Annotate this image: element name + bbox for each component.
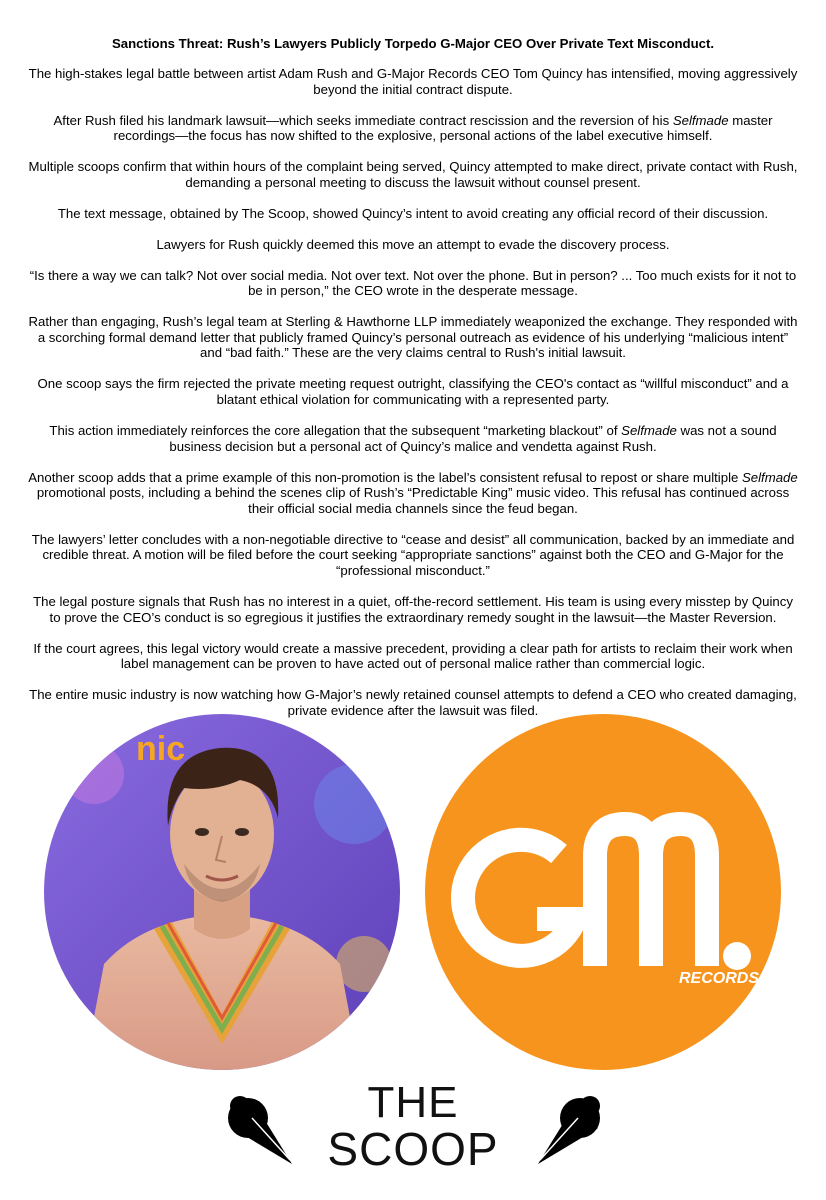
artist-photo [44, 714, 400, 1070]
article-body [28, 66, 798, 718]
brand-the: THE [367, 1078, 459, 1127]
paragraph-text: Multiple scoops confirm that within hours of the complaint being served, Quincy attempted to make direct, private contact with Rush, demanding a personal meeting to discuss the lawsuit without counsel present. [28, 159, 798, 190]
article-paragraph [28, 314, 798, 361]
article-paragraph [28, 113, 798, 144]
artist-photo-illustration [44, 714, 400, 1070]
ice-cream-cone-icon-left [228, 1096, 292, 1164]
article-paragraph [28, 206, 798, 222]
paragraph-text: If the court agrees, this legal victory would create a massive precedent, providing a clear path for artists to reclaim their work when label management can be proven to have acted out of personal malice rather than commercial logic. [33, 640, 793, 672]
paragraph-text: master recordings—the focus has now shifted to the explosive, personal actions of the label executive himself. [113, 112, 773, 144]
article-paragraph [28, 423, 798, 454]
article-paragraph [28, 237, 798, 253]
paragraph-text: The entire music industry is now watching how G-Major’s newly retained counsel attempts to defend a CEO who created damaging, private evidence after the lawsuit was filed. [29, 687, 797, 718]
paragraph-text: After Rush filed his landmark lawsuit—which seeks immediate contract rescission and the reversion of his [53, 112, 673, 128]
article-paragraph [28, 159, 798, 190]
paragraph-text: “Is there a way we can talk? Not over social media. Not over text. Not over the phone. But in person? ... Too much exists for it not to be in person,” the CEO wrote in the desperate message. [29, 267, 797, 299]
paragraph-text: The lawyers’ letter concludes with a non-negotiable directive to “cease and desist” all communication, backed by an immediate and credible threat. A motion will be filed before the court seeking “appropriate sanctions” against both the CEO and G-Major for the “professional misconduct.” [31, 531, 795, 578]
article-paragraph [28, 641, 798, 672]
album-title: Selfmade [742, 469, 798, 485]
paragraph-text: The legal posture signals that Rush has no interest in a quiet, off-the-record settlement. His team is using every misstep by Quincy to prove the CEO’s conduct is so egregious it justifies the extraordinary remedy sought in the lawsuit—the Master Reversion. [33, 593, 793, 625]
logo-subtext: RECORDS [679, 970, 760, 987]
album-title: Selfmade [621, 423, 677, 439]
album-title: Selfmade [672, 112, 729, 128]
article-paragraph [28, 268, 798, 299]
article-paragraph [28, 376, 798, 407]
brand-scoop: SCOOP [327, 1123, 499, 1175]
gm-records-logo [425, 714, 781, 1070]
paragraph-text: This action immediately reinforces the core allegation that the subsequent “marketing blackout” of [49, 423, 622, 439]
paragraph-text: The high-stakes legal battle between artist Adam Rush and G-Major Records CEO Tom Quincy has intensified, moving aggressively beyond the initial contract dispute. [28, 66, 798, 97]
article-paragraph [28, 66, 798, 97]
ice-cream-cone-icon-right [538, 1096, 600, 1164]
paragraph-text: The text message, obtained by The Scoop, showed Quincy’s intent to avoid creating any official record of their discussion. [57, 205, 769, 221]
backdrop-logo-text: nic [136, 730, 186, 768]
article [28, 36, 798, 734]
headline: Sanctions Threat: Rush’s Lawyers Publicly Torpedo G-Major CEO Over Private Text Misconduct. [111, 36, 715, 51]
article-paragraph [28, 470, 798, 517]
paragraph-text: promotional posts, including a behind the scenes clip of Rush’s “Predictable King” music video. This refusal has continued across their official social media channels since the feud began. [36, 485, 790, 516]
article-paragraph [28, 532, 798, 579]
article-paragraph [28, 687, 798, 718]
paragraph-text: One scoop says the firm rejected the private meeting request outright, classifying the CEO's contact as “willful misconduct” and a blatant ethical violation for communicating with a represented party. [37, 376, 789, 408]
paragraph-text: was not a sound business decision but a personal act of Quincy’s malice and vendetta against Rush. [169, 423, 777, 454]
gm-logo-mark [425, 714, 781, 1070]
paragraph-text: Another scoop adds that a prime example of this non-promotion is the label’s consistent refusal to repost or share multiple [28, 469, 742, 485]
article-paragraph [28, 594, 798, 625]
paragraph-text: Rather than engaging, Rush’s legal team at Sterling & Hawthorne LLP immediately weaponized the exchange. They responded with a scorching formal demand letter that publicly framed Quincy’s personal outreach as evidence of his underlying “malicious intent” and “bad faith.” These are the very claims central to Rush's initial lawsuit. [28, 314, 798, 361]
paragraph-text: Lawyers for Rush quickly deemed this move an attempt to evade the discovery process. [156, 236, 670, 252]
